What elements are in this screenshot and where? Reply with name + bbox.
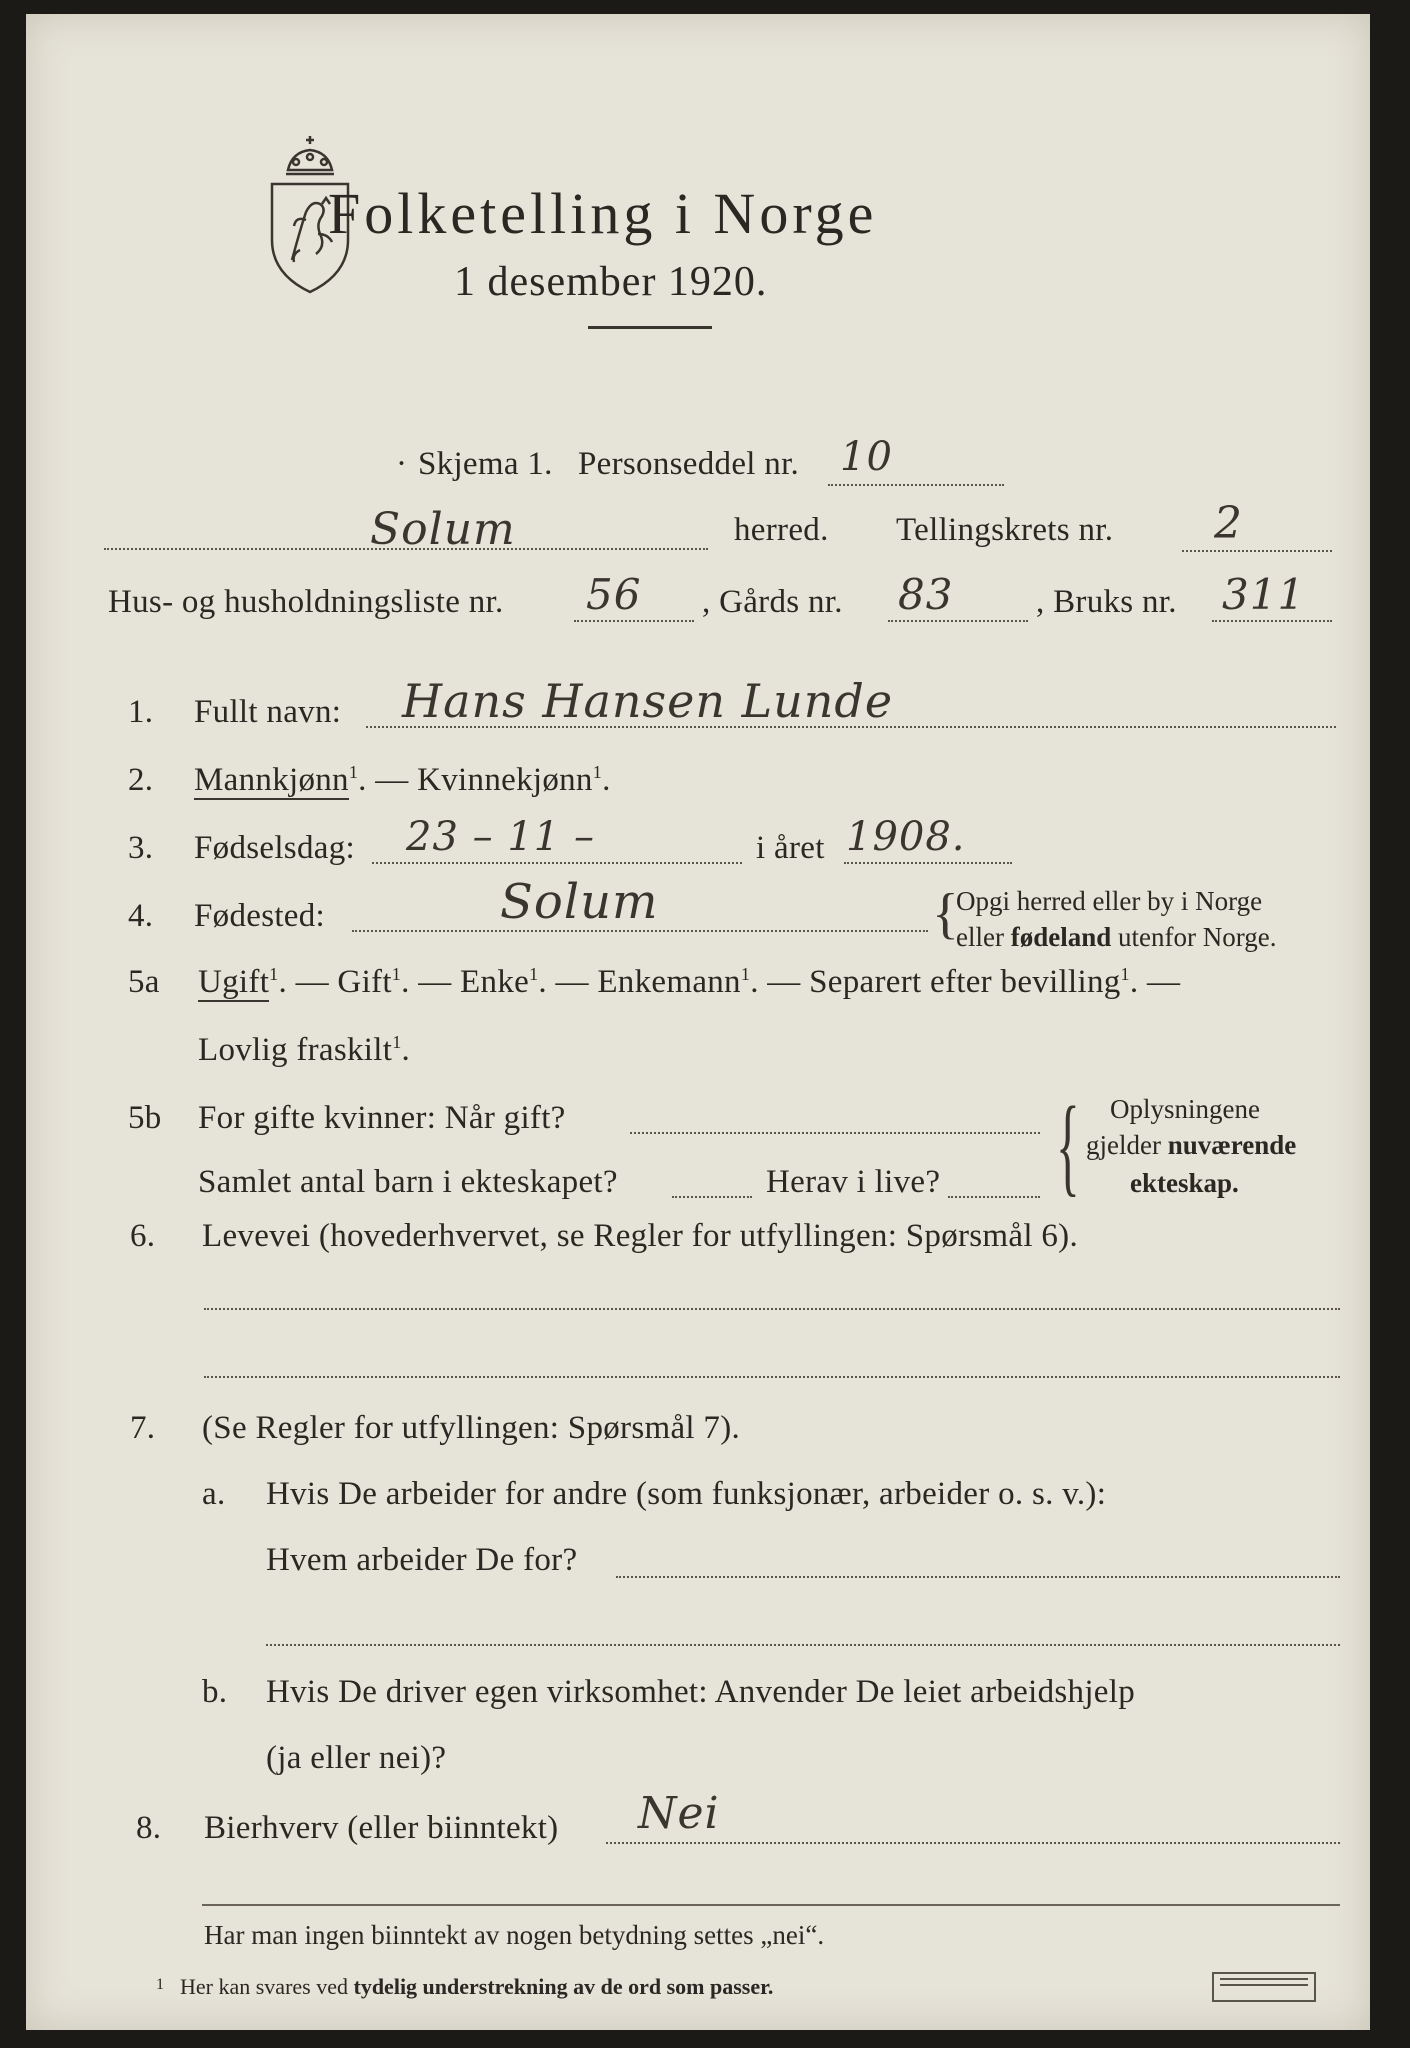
q8-value: Nei: [638, 1788, 720, 1839]
q6-line1: [204, 1308, 1340, 1310]
q4-note-line1: Opgi herred eller by i Norge: [956, 886, 1263, 916]
personseddel-value: 10: [840, 434, 893, 480]
gender-male-option: Mannkjønn: [194, 762, 349, 798]
q6-line2: [204, 1376, 1340, 1378]
q7a-line1: [616, 1576, 1340, 1578]
q4-label: Fødested:: [194, 898, 326, 934]
q8-line: [606, 1842, 1340, 1844]
census-form-sheet: [26, 14, 1370, 2030]
birthdate-value: 23 – 11 –: [406, 814, 595, 860]
bruks-label: , Bruks nr.: [1036, 584, 1177, 620]
schema-dot: ·: [396, 446, 408, 482]
q5b-herav-line: [948, 1196, 1040, 1198]
q7a-line2-label: Hvem arbeider De for?: [266, 1542, 578, 1578]
bruks-value: 311: [1222, 570, 1306, 619]
q1-label: Fullt navn:: [194, 694, 342, 730]
q5b-note-line2: gjelder nuværende: [1086, 1130, 1297, 1160]
q7-label: (Se Regler for utfyllingen: Spørsmål 7).: [202, 1410, 741, 1446]
q7b-label: Hvis De driver egen virksomhet: Anvender De leiet arbeidshjelp: [266, 1674, 1136, 1710]
q5b-line2-dots: [672, 1196, 752, 1198]
q7b-number: b.: [202, 1674, 228, 1710]
q4-brace: {: [932, 883, 959, 945]
q5a-line2: Lovlig fraskilt$^1$.: [198, 1032, 411, 1068]
q6-number: 6.: [130, 1218, 156, 1254]
gards-label: , Gårds nr.: [702, 584, 843, 620]
tellingskrets-label: Tellingskrets nr.: [896, 512, 1114, 548]
q5b-note-line1: Oplysningene: [1110, 1094, 1260, 1124]
liste-line: [574, 620, 694, 622]
schema-label: Skjema 1.: [418, 446, 553, 482]
herred-value: Solum: [370, 504, 516, 555]
herred-label: herred.: [734, 512, 829, 548]
liste-label: Hus- og husholdningsliste nr.: [108, 584, 504, 620]
full-name-value: Hans Hansen Lunde: [402, 674, 894, 728]
liste-value: 56: [586, 570, 642, 619]
q5a-number: 5a: [128, 964, 160, 1000]
q5b-brace: {: [1056, 1084, 1080, 1206]
q4-line: [352, 930, 928, 932]
q5b-note-line3: ekteskap.: [1130, 1168, 1239, 1198]
q7a-label: Hvis De arbeider for andre (som funksjonær, arbeider o. s. v.):: [266, 1476, 1107, 1512]
birthplace-value: Solum: [500, 874, 659, 930]
q6-label: Levevei (hovederhvervet, se Regler for utfyllingen: Spørsmål 6).: [202, 1218, 1079, 1254]
q4-note-line2: eller fødeland utenfor Norge.: [956, 922, 1277, 952]
q8-number: 8.: [136, 1810, 162, 1846]
note-divider: [202, 1904, 1340, 1906]
gards-line: [888, 620, 1028, 622]
q3-number: 3.: [128, 830, 154, 866]
tellingskrets-line: [1182, 550, 1332, 552]
marital-ugift-option: Ugift: [198, 964, 270, 1000]
q7-number: 7.: [130, 1410, 156, 1446]
q5b-number: 5b: [128, 1100, 162, 1136]
note-text: Har man ingen biinntekt av nogen betydning settes „nei“.: [204, 1920, 825, 1950]
q5b-line2-label: Samlet antal barn i ekteskapet?: [198, 1164, 618, 1200]
census-date: 1 desember 1920.: [454, 259, 768, 305]
q4-number: 4.: [128, 898, 154, 934]
printer-stamp: [1212, 1972, 1316, 2002]
q5b-label: For gifte kvinner: Når gift?: [198, 1100, 566, 1136]
form-title: Folketelling i Norge: [328, 181, 878, 246]
q3-year-line: [844, 862, 1012, 864]
gards-value: 83: [898, 570, 954, 619]
footnote-text: Her kan svares ved tydelig understrekning av de ord som passer.: [180, 1974, 774, 1999]
q7a-number: a.: [202, 1476, 226, 1512]
q5a-options: Ugift$^1$. — Gift$^1$. — Enke$^1$. — Enkemann$^1$. — Separert efter bevilling$^1$. —: [198, 964, 1181, 1000]
tellingskrets-value: 2: [1214, 498, 1243, 549]
q7b-line2-label: (ja eller nei)?: [266, 1740, 447, 1776]
q3-year-label: i året: [756, 830, 825, 866]
q5b-herav-label: Herav i live?: [766, 1164, 941, 1200]
q1-number: 1.: [128, 694, 154, 730]
footnote-number: 1: [156, 1976, 164, 1993]
bruks-line: [1212, 620, 1332, 622]
q3-line: [372, 862, 742, 864]
personseddel-label: Personseddel nr.: [578, 446, 800, 482]
q3-label: Fødselsdag:: [194, 830, 355, 866]
q7a-line2: [266, 1644, 1340, 1646]
q8-label: Bierhverv (eller biinntekt): [204, 1810, 559, 1846]
personseddel-line: [828, 484, 1004, 486]
q5b-line1: [630, 1132, 1040, 1134]
q2-number: 2.: [128, 762, 154, 798]
q2-options: Mannkjønn$^1$. — Kvinnekjønn$^1$.: [194, 762, 611, 798]
title-divider: [588, 326, 712, 329]
birth-year-value: 1908.: [846, 814, 966, 860]
